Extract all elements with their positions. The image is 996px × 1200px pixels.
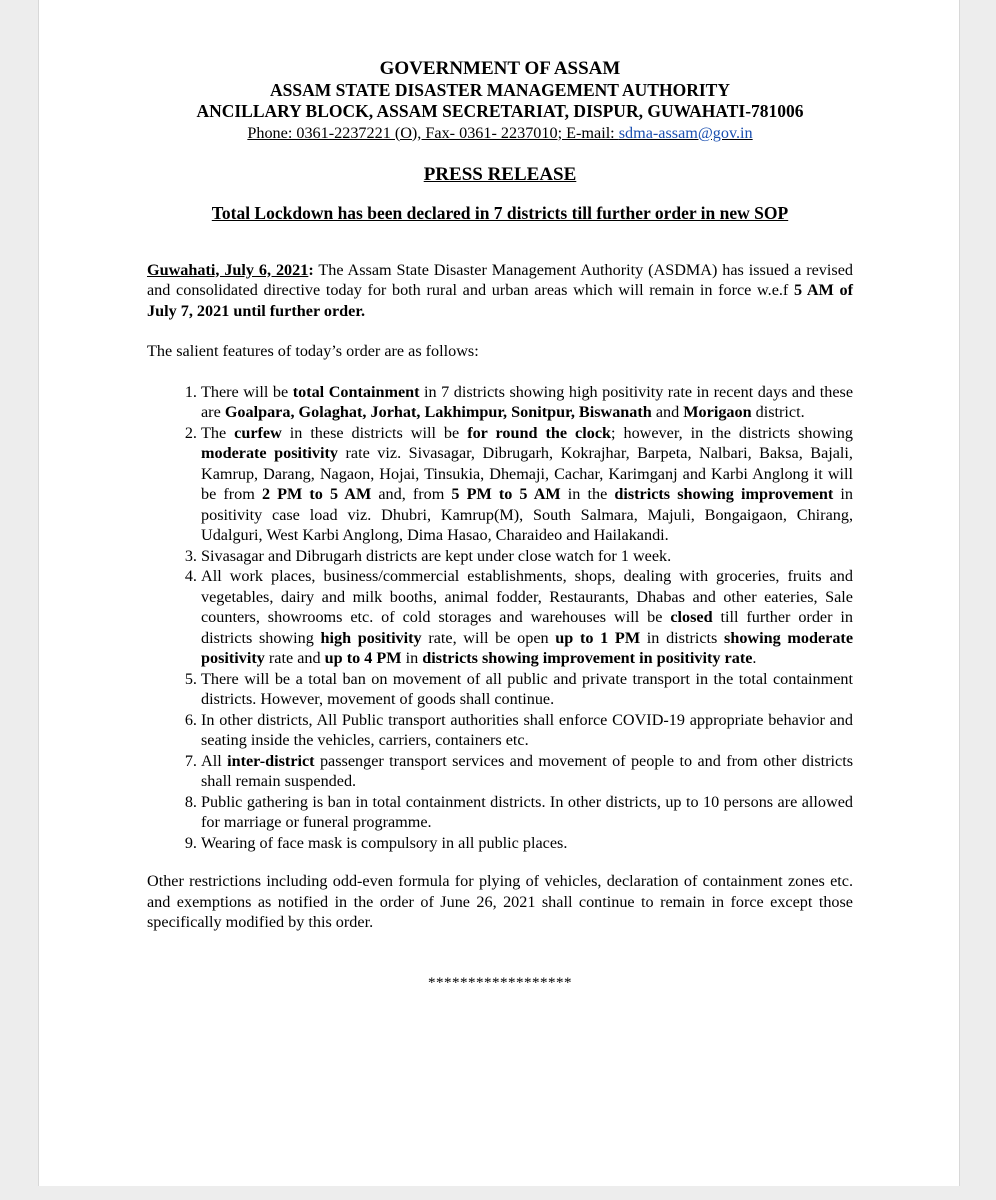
- closing-paragraph: Other restrictions including odd-even formula for plying of vehicles, declaration of containment zones etc. and exemptions as notified in the order of June 26, 2021 shall continue to remain in force except those specifically modified by this order.: [147, 872, 853, 931]
- header-address: ANCILLARY BLOCK, ASSAM SECRETARIAT, DISPUR, GUWAHATI-781006: [196, 101, 804, 121]
- salient-features-intro: The salient features of today’s order are as follows:: [147, 342, 479, 360]
- dateline: Guwahati, July 6, 2021: [147, 260, 309, 279]
- dateline-colon: :: [308, 260, 314, 279]
- header-contact: [147, 123, 853, 143]
- intro-paragraph: [147, 260, 853, 322]
- intro-text: The Assam State Disaster Management Authority (ASDMA) has issued a revised and consolidated directive today for both rural and urban areas which will remain in force w.e.f: [147, 260, 853, 299]
- list-item: 5. There will be a total ban on movement of all public and private transport in the total containment districts. However, movement of goods shall continue.: [201, 669, 853, 710]
- features-list: [147, 382, 853, 854]
- header-authority: ASSAM STATE DISASTER MANAGEMENT AUTHORITY: [270, 79, 730, 100]
- list-item: 7. All inter-district passenger transport services and movement of people to and from other districts shall remain suspended.: [201, 751, 853, 792]
- header-phone-fax: Phone: 0361-2237221 (O), Fax- 0361- 2237010; E-mail:: [247, 123, 619, 142]
- list-item: 8. Public gathering is ban in total containment districts. In other districts, up to 10 persons are allowed for marriage or funeral programme.: [201, 792, 853, 833]
- letterhead: [147, 58, 853, 143]
- list-item: 1. There will be total Containment in 7 districts showing high positivity rate in recent days and these are Goalpara, Golaghat, Jorhat, Lakhimpur, Sonitpur, Biswanath and Morigaon district.: [201, 382, 853, 423]
- list-item: 4. All work places, business/commercial establishments, shops, dealing with groceries, fruits and vegetables, dairy and milk booths, animal fodder, Restaurants, Dhabas and other eateries, Sale counters, showrooms etc. of cold storages and warehouses will be closed till further order in districts showing high positivity rate, will be open up to 1 PM in districts showing moderate positivity rate and up to 4 PM in districts showing improvement in positivity rate.: [201, 566, 853, 669]
- press-release-heading: PRESS RELEASE: [423, 163, 577, 185]
- header-government: GOVERNMENT OF ASSAM: [379, 58, 621, 79]
- end-of-document-stars: ******************: [428, 974, 572, 991]
- release-subtitle: Total Lockdown has been declared in 7 districts till further order in new SOP: [211, 203, 789, 223]
- document-page: [38, 0, 960, 1186]
- document-content: [147, 58, 853, 993]
- email-link[interactable]: sdma-assam@gov.in: [618, 123, 753, 142]
- list-item: 3. Sivasagar and Dibrugarh districts are kept under close watch for 1 week.: [201, 546, 853, 567]
- list-item: 9. Wearing of face mask is compulsory in all public places.: [201, 833, 853, 854]
- effective-date: 5 AM of July 7, 2021 until further order.: [147, 281, 853, 320]
- list-item: 6. In other districts, All Public transport authorities shall enforce COVID-19 appropriate behavior and seating inside the vehicles, carriers, containers etc.: [201, 710, 853, 751]
- list-item: 2. The curfew in these districts will be for round the clock; however, in the districts showing moderate positivity rate viz. Sivasagar, Dibrugarh, Kokrajhar, Barpeta, Nalbari, Baksa, Bajali, Kamrup, Darang, Nagaon, Hojai, Tinsukia, Dhemaji, Cachar, Karimganj and Karbi Anglong it will be from 2 PM to 5 AM and, from 5 PM to 5 AM in the districts showing improvement in positivity case load viz. Dhubri, Kamrup(M), South Salmara, Majuli, Bongaigaon, Chirang, Udalguri, West Karbi Anglong, Dima Hasao, Charaideo and Hailakandi.: [201, 423, 853, 546]
